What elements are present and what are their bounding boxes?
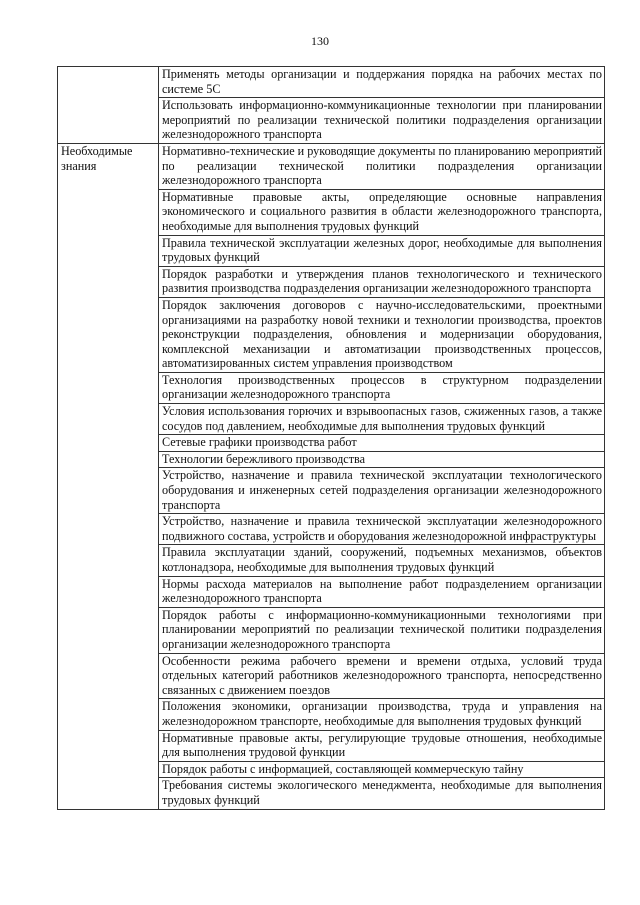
knowledge-item: Порядок заключения договоров с научно-исследовательскими, проектными организациями на разработку новой техники и технологии производства, проектов реконструкции подразделения, обновления и модернизации оборудования, комплексной механизации и автоматизации производственных процессов, автоматизированных систем управления производством: [159, 297, 605, 372]
knowledge-item: Сетевые графики производства работ: [159, 435, 605, 452]
skill-item: Использовать информационно-коммуникационные технологии при планировании мероприятий по реализации технической политики подразделения организации железнодорожного транспорта: [159, 98, 605, 144]
requirements-table: [57, 66, 605, 810]
knowledge-item: Условия использования горючих и взрывоопасных газов, сжиженных газов, а также сосудов под давлением, необходимые для выполнения трудовых функций: [159, 404, 605, 435]
table-row: [58, 143, 605, 189]
knowledge-item: Устройство, назначение и правила технической эксплуатации технологического оборудования и инженерных сетей подразделения организации железнодорожного транспорта: [159, 468, 605, 514]
page-number: 130: [311, 34, 329, 48]
skill-item: Применять методы организации и поддержания порядка на рабочих местах по системе 5С: [159, 67, 605, 98]
knowledge-item: Устройство, назначение и правила технической эксплуатации железнодорожного подвижного состава, устройств и оборудования железнодорожной инфраструктуры: [159, 514, 605, 545]
skills-label-cell: [58, 67, 159, 144]
knowledge-item: Требования системы экологического менеджмента, необходимые для выполнения трудовых функций: [159, 778, 605, 809]
knowledge-item: Правила эксплуатации зданий, сооружений, подъемных механизмов, объектов котлонадзора, необходимые для выполнения трудовых функций: [159, 545, 605, 576]
knowledge-label: Необходимые знания: [58, 143, 159, 809]
knowledge-item: Нормативные правовые акты, определяющие основные направления экономического и социального развития в области железнодорожного транспорта, необходимые для выполнения трудовых функций: [159, 189, 605, 235]
knowledge-item: Положения экономики, организации производства, труда и управления на железнодорожном транспорте, необходимые для выполнения трудовых функций: [159, 699, 605, 730]
knowledge-item: Технологии бережливого производства: [159, 451, 605, 468]
knowledge-item: Нормы расхода материалов на выполнение работ подразделением организации железнодорожного транспорта: [159, 576, 605, 607]
knowledge-item: Правила технической эксплуатации железных дорог, необходимые для выполнения трудовых функций: [159, 235, 605, 266]
knowledge-item: Технология производственных процессов в структурном подразделении организации железнодорожного транспорта: [159, 372, 605, 403]
knowledge-item: Порядок работы с информацией, составляющей коммерческую тайну: [159, 761, 605, 778]
knowledge-item: Порядок работы с информационно-коммуникационными технологиями при планировании мероприятий по реализации технической политики подразделения организации железнодорожного транспорта: [159, 607, 605, 653]
table-row: [58, 67, 605, 98]
knowledge-item: Порядок разработки и утверждения планов технологического и технического развития производства подразделения организации железнодорожного транспорта: [159, 266, 605, 297]
knowledge-item: Нормативно-технические и руководящие документы по планированию мероприятий по реализации технической политики подразделения организации железнодорожного транспорта: [159, 143, 605, 189]
knowledge-item: Нормативные правовые акты, регулирующие трудовые отношения, необходимые для выполнения трудовой функции: [159, 730, 605, 761]
knowledge-item: Особенности режима рабочего времени и времени отдыха, условий труда отдельных категорий работников железнодорожного транспорта, непосредственно связанных с движением поездов: [159, 653, 605, 699]
